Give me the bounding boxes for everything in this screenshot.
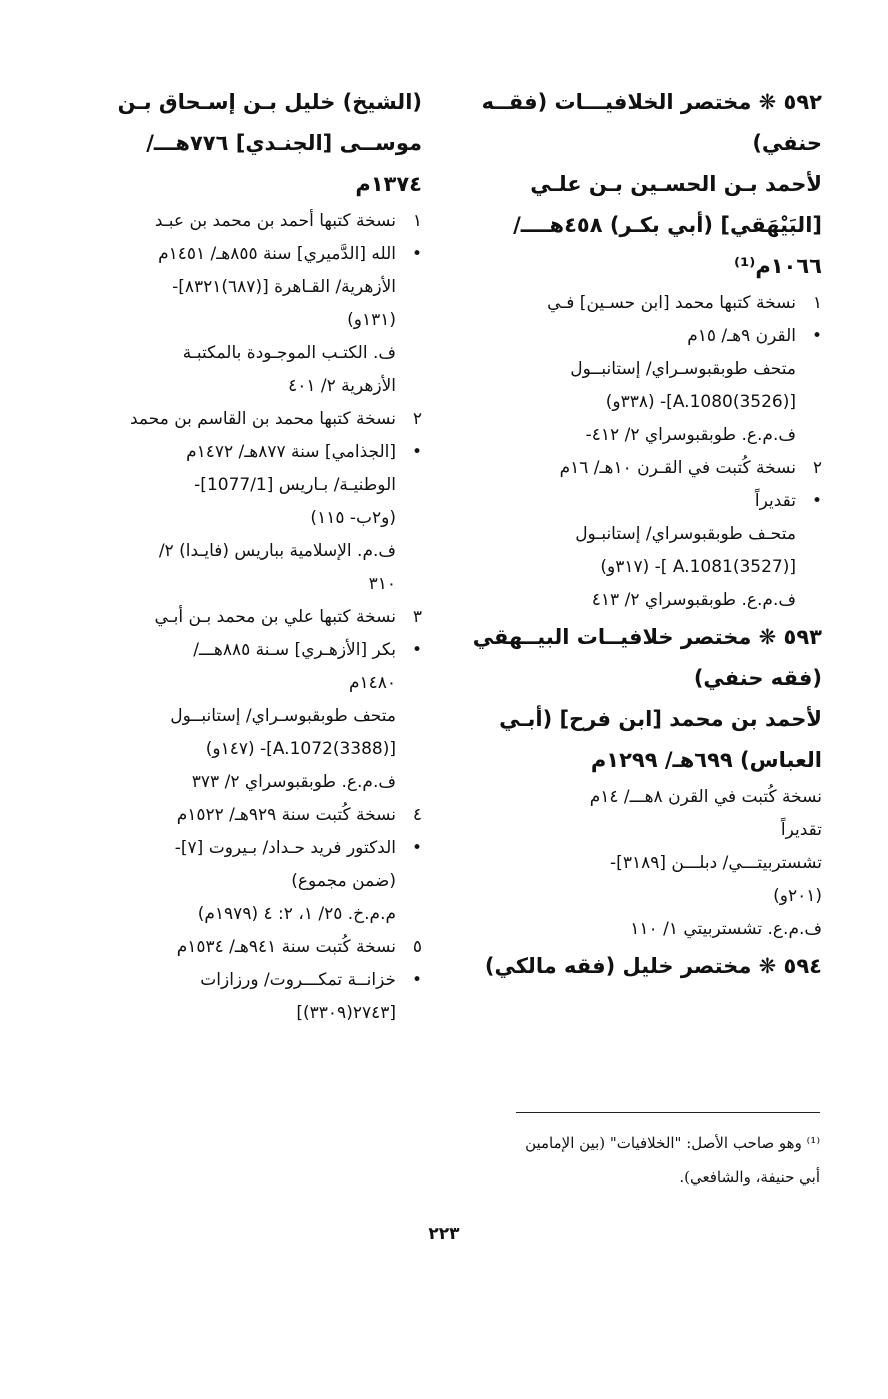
- manuscript-item: [100, 601, 422, 799]
- right-column: [470, 82, 822, 987]
- entry-header-line: (فقه حنفي): [693, 666, 822, 690]
- manuscript-item: [100, 931, 422, 1030]
- item-number: ٣ •: [411, 607, 422, 660]
- manuscript-line: تقديراً: [780, 820, 822, 840]
- manuscript-item: [100, 205, 422, 403]
- author-line: [البَيْهَقي] (أبي بكـر) ٤٥٨هــــ/: [513, 213, 822, 237]
- manuscript-line: الأزهرية ٢/ ٤٠١: [288, 376, 396, 396]
- manuscript-line: نسخة كتبها أحمد بن محمد بن عبـد: [154, 211, 396, 231]
- manuscript-item: [100, 799, 422, 931]
- manuscript-line: (٢٠١و): [773, 886, 822, 906]
- entry-header-line: حنفي): [752, 131, 822, 155]
- author-line: ١٣٧٤م: [355, 172, 422, 196]
- manuscript-line: ف.م.ع. تشستربيتي ١/ ١١٠: [630, 919, 822, 939]
- manuscript-line: (و٢ب- ١١٥): [310, 508, 396, 528]
- entry-header-line: ٥٩٢ ❋ مختصر الخلافيـــات (فقــه: [481, 90, 822, 114]
- manuscript-line: خزانــة تمكـــروت/ ورزازات: [200, 970, 396, 990]
- entry-594: [470, 946, 822, 987]
- manuscript-item: [470, 452, 822, 617]
- footnote: [480, 1126, 820, 1194]
- entry-header-line: ٥٩٤ ❋ مختصر خليل (فقه مالكي): [484, 954, 822, 978]
- footnote-line: ⁽¹⁾ وهو صاحب الأصل: "الخلافيات" (بين الإمامين: [525, 1134, 820, 1152]
- manuscript-line: ف.م.ع. طوبقبوسراي ٢/ ٣٧٣: [191, 772, 396, 792]
- manuscript-line: متحف طوبقبوسـراي/ إستانبــول: [170, 706, 396, 726]
- left-column: [100, 82, 422, 1030]
- item-number: ٤ •: [411, 805, 422, 858]
- manuscript-line: بكر [الأزهـري] سـنة ٨٨٥هـــ/: [193, 640, 396, 660]
- manuscript-line: الدكتور فريد حـداد/ بـيروت [٧]-: [174, 838, 396, 858]
- manuscript-item: [100, 403, 422, 601]
- manuscript-line: [(3388)A.1072]- (١٤٧و): [205, 739, 396, 759]
- footnote-divider: [516, 1112, 820, 1113]
- manuscript-line: الأزهرية/ القـاهرة [(٦٨٧)٨٣٢١]-: [172, 277, 396, 297]
- manuscript-line: متحـف طوبقبوسراي/ إستانبـول: [575, 524, 796, 544]
- entry-header-line: ٥٩٣ ❋ مختصر خلافيــات البيــهقي: [472, 625, 822, 649]
- manuscript-line: نسخة كُتبت سنة ٩٤١هـ/ ١٥٣٤م: [176, 937, 396, 957]
- item-number: ٥ •: [411, 937, 422, 990]
- manuscript-line: نسخة كتبها محمد بن القاسم بن محمد: [129, 409, 396, 429]
- manuscript-line: الله [الدَّميري] سنة ٨٥٥هـ/ ١٤٥١م: [158, 244, 396, 264]
- page-number: ٢٢٣: [428, 1224, 460, 1244]
- manuscript-line: م.م.خ. ٢٥/ ١، ٢: ٤ (١٩٧٩م): [197, 904, 396, 924]
- author-line: موســى [الجنـدي] ٧٧٦هـــ/: [146, 131, 422, 155]
- manuscript-line: (ضمن مجموع): [291, 871, 396, 891]
- manuscript-line: تشستربيتـــي/ دبلـــن [٣١٨٩]-: [610, 853, 822, 873]
- item-number: ١ •: [411, 211, 422, 264]
- manuscript-line: نسخة كُتبت في القـرن ١٠هـ/ ١٦م: [559, 458, 796, 478]
- manuscript-line: ف. الكتـب الموجـودة بالمكتبـة: [182, 343, 396, 363]
- manuscript-line: نسخة كتبها علي بن محمد بـن أبـي: [154, 607, 396, 627]
- author-line: (الشيخ) خليل بـن إسـحاق بـن: [117, 90, 422, 114]
- manuscript-line: القرن ٩هـ/ ١٥م: [687, 326, 796, 346]
- manuscript-line: [(3527)A.1081 ]- (٣١٧و): [600, 557, 796, 577]
- item-number: ٢ •: [411, 409, 422, 462]
- author-line: لأحمد بـن الحسـين بـن علـي: [530, 172, 822, 196]
- author-line: العباس) ٦٩٩هـ/ ١٢٩٩م: [590, 748, 822, 772]
- footnote-line: أبي حنيفة، والشافعي).: [679, 1168, 820, 1186]
- manuscript-line: نسخة كتبها محمد [ابن حسـين] فـي: [547, 293, 796, 313]
- manuscript-line: [٢٧٤٣(٣٣٠٩)]: [296, 1003, 396, 1023]
- manuscript-line: ٣١٠: [368, 574, 396, 594]
- manuscript-line: الوطنيـة/ بـاريس [1077/1]-: [194, 475, 396, 495]
- manuscript-line: ١٤٨٠م: [348, 673, 396, 693]
- author-line: لأحمد بن محمد [ابن فرح] (أبـي: [499, 707, 822, 731]
- item-number: ١ •: [811, 293, 822, 346]
- manuscript-line: ف.م.ع. طوبقبوسراي ٢/ ٤١٣: [591, 590, 796, 610]
- manuscript-line: ف.م.ع. طوبقبوسراي ٢/ ٤١٢-: [585, 425, 796, 445]
- item-number: ٢ •: [811, 458, 822, 511]
- manuscript-line: تقديراً: [754, 491, 796, 511]
- manuscript-line: ف.م. الإسلامية بباريس (فايـدا) ٢/: [158, 541, 396, 561]
- entry-592: [470, 82, 822, 617]
- manuscript-line: [(3526)A.1080]- (٣٣٨و): [605, 392, 796, 412]
- manuscript-line: نسخة كُتبت في القرن ٨هـــ/ ١٤م: [589, 787, 822, 807]
- author-line: ١٠٦٦م⁽¹⁾: [734, 254, 822, 278]
- manuscript-line: [الجذامي] سنة ٨٧٧هـ/ ١٤٧٢م: [186, 442, 396, 462]
- manuscript-line: متحف طوبقبوسـراي/ إستانبــول: [570, 359, 796, 379]
- entry-593: [470, 617, 822, 946]
- manuscript-line: نسخة كُتبت سنة ٩٢٩هـ/ ١٥٢٢م: [176, 805, 396, 825]
- manuscript-item: [470, 287, 822, 452]
- manuscript-line: (١٣١و): [347, 310, 396, 330]
